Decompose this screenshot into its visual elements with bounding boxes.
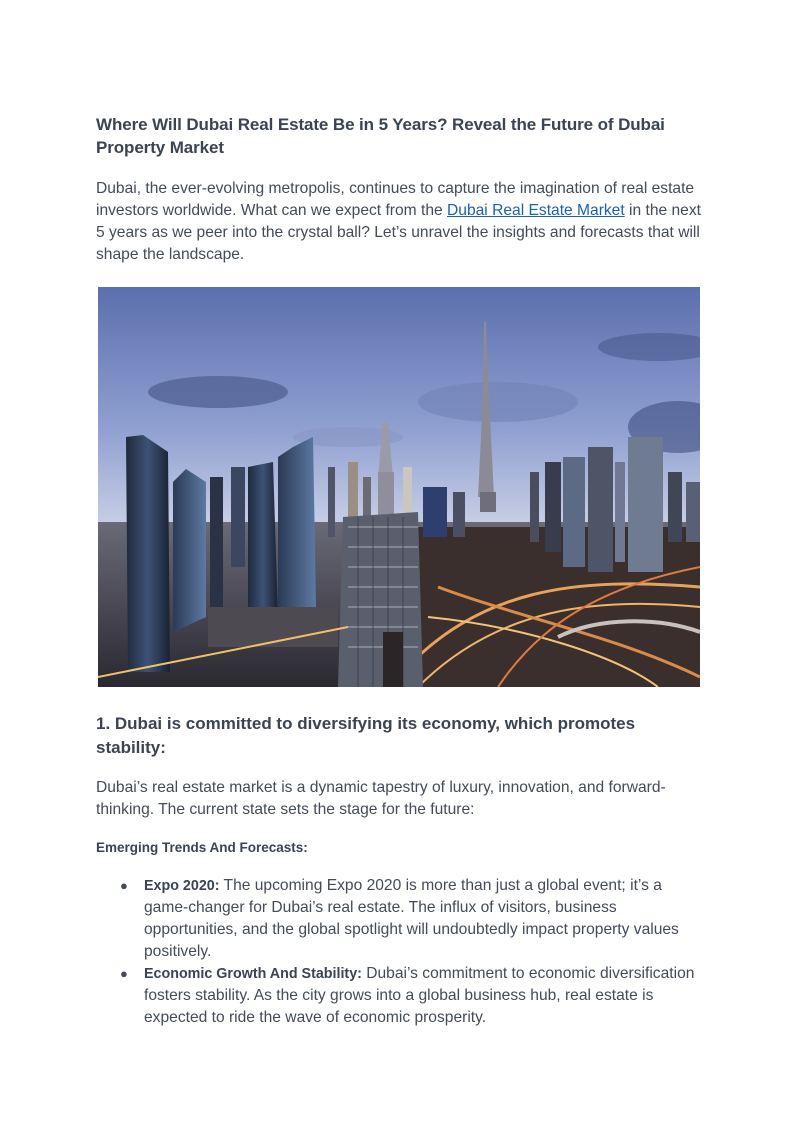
- list-item: [96, 875, 706, 963]
- emerging-trends-subheading: Emerging Trends And Forecasts:: [96, 840, 308, 855]
- dubai-skyline-photo: [98, 287, 700, 687]
- article-title: Where Will Dubai Real Estate Be in 5 Years? Reveal the Future of Dubai Property Market: [96, 115, 665, 157]
- dubai-real-estate-market-link[interactable]: Dubai Real Estate Market: [447, 202, 625, 219]
- bullet-label: Economic Growth And Stability:: [144, 966, 362, 982]
- intro-paragraph: [96, 178, 706, 266]
- bullet-label: Expo 2020:: [144, 878, 220, 894]
- section-1-body: Dubai’s real estate market is a dynamic tapestry of luxury, innovation, and forward-thinking. The current state sets the stage for the future:: [96, 779, 666, 818]
- intro-text-end: in the next 5 years as we peer into the crystal ball? Let’s unravel the insights and forecasts that will shape the landscape.: [96, 202, 701, 263]
- trends-list: [96, 875, 706, 1029]
- bullet-icon: ●: [120, 966, 128, 981]
- section-heading-1: 1. Dubai is committed to diversifying its economy, which promotes stability:: [96, 714, 636, 757]
- list-item: [96, 963, 706, 1029]
- bullet-icon: ●: [120, 878, 128, 893]
- bullet-text: Dubai’s commitment to economic diversification fosters stability. As the city grows into a global business hub, real estate is expected to ride the wave of economic prosperity.: [144, 965, 695, 1026]
- document-page: [96, 113, 706, 1029]
- intro-text-start: Dubai, the ever-evolving metropolis, continues to capture the imagination of real estate investors worldwide. What can we expect from the: [96, 180, 695, 219]
- bullet-text: The upcoming Expo 2020 is more than just a global event; it’s a game-changer for Dubai’s real estate. The influx of visitors, business opportunities, and the global spotlight will undoubtedly impact property values positively.: [144, 877, 679, 960]
